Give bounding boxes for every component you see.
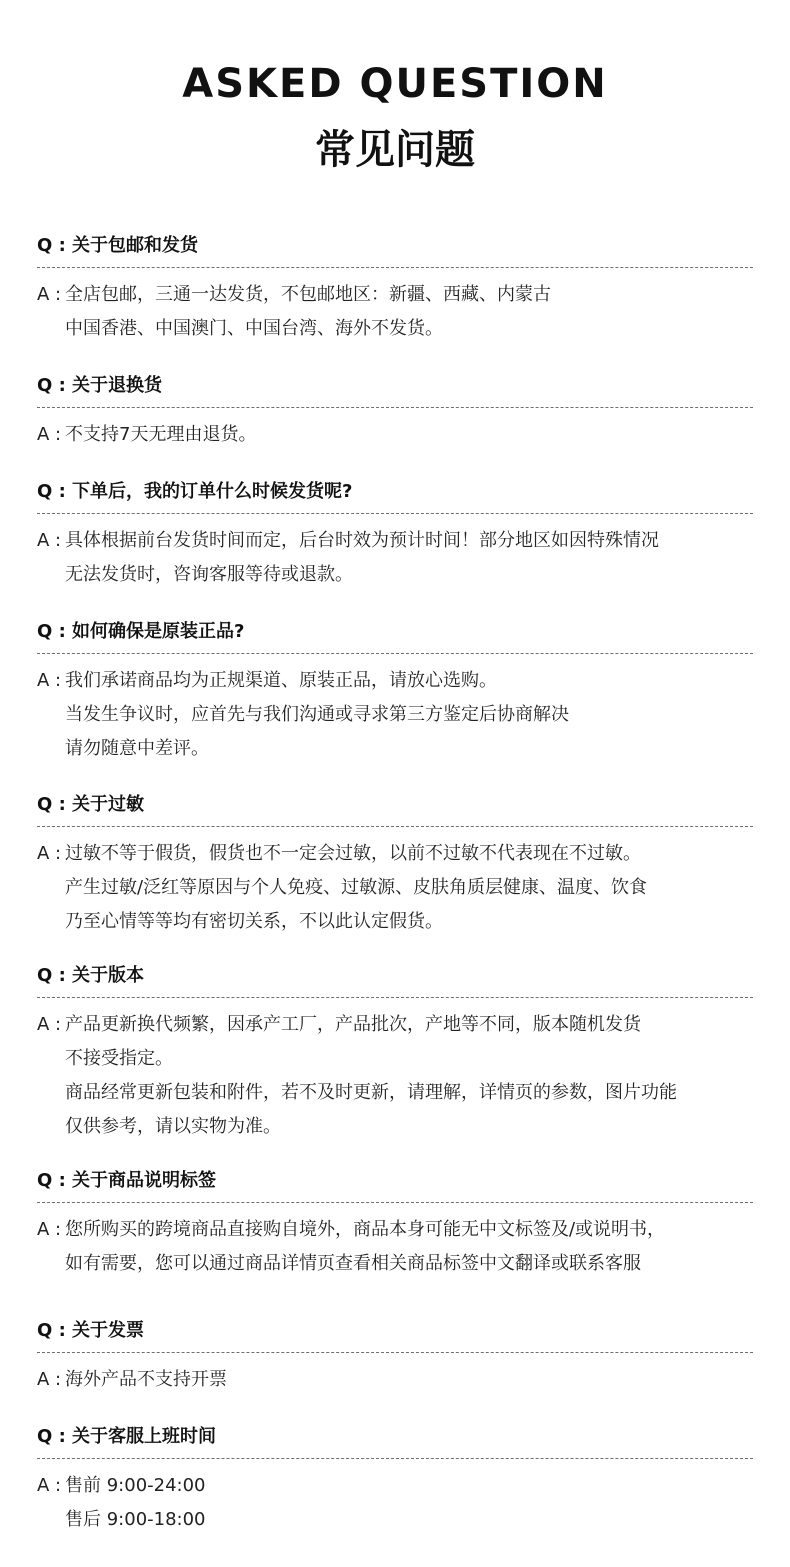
answer-text: 您所购买的跨境商品直接购自境外，商品本身可能无中文标签及/或说明书， (65, 1219, 666, 1240)
faq-item-allergy (37, 792, 753, 939)
faq-item-labels (37, 1168, 753, 1281)
answer-line (37, 1469, 753, 1503)
faq-question: Q : 关于版本 (37, 965, 145, 986)
answer-line (37, 664, 753, 698)
dashed-divider (37, 267, 753, 268)
answer-line: 无法发货时，咨询客服等待或退款。 (65, 564, 353, 585)
faq-item-delivery-time (37, 479, 753, 592)
faq-item-returns (37, 373, 753, 452)
faq-answer (37, 664, 753, 766)
answer-line: 仅供参考，请以实物为准。 (65, 1116, 281, 1137)
answer-text: 过敏不等于假货，假货也不一定会过敏，以前不过敏不代表现在不过敏。 (65, 843, 641, 864)
answer-prefix: A : (37, 843, 62, 864)
answer-text: 全店包邮，三通一达发货，不包邮地区：新疆、西藏、内蒙古 (65, 284, 551, 305)
answer-prefix: A : (37, 670, 62, 691)
faq-item-version (37, 963, 753, 1144)
faq-item-shipping (37, 233, 753, 346)
faq-question: Q : 关于退换货 (37, 375, 163, 396)
answer-prefix: A : (37, 1219, 62, 1240)
answer-prefix: A : (37, 1014, 62, 1035)
faq-answer (37, 1363, 753, 1397)
answer-line (37, 1213, 753, 1247)
answer-prefix: A : (37, 424, 62, 445)
answer-line: 请勿随意中差评。 (65, 738, 209, 759)
answer-text: 我们承诺商品均为正规渠道、原装正品，请放心选购。 (65, 670, 497, 691)
dashed-divider (37, 407, 753, 408)
faq-answer (37, 837, 753, 939)
faq-item-invoice (37, 1318, 753, 1397)
faq-answer (37, 278, 753, 346)
faq-question: Q : 如何确保是原装正品? (37, 621, 245, 642)
faq-question: Q : 下单后，我的订单什么时候发货呢? (37, 481, 353, 502)
faq-item-authenticity (37, 619, 753, 766)
faq-answer (37, 524, 753, 592)
faq-answer (37, 1008, 753, 1144)
answer-prefix: A : (37, 530, 62, 551)
answer-line: 乃至心情等等均有密切关系，不以此认定假货。 (65, 911, 443, 932)
answer-text: 售前 9:00-24:00 (65, 1475, 206, 1496)
answer-line: 中国香港、中国澳门、中国台湾、海外不发货。 (65, 318, 443, 339)
faq-question: Q : 关于包邮和发货 (37, 235, 199, 256)
faq-item-service-hours (37, 1424, 753, 1537)
dashed-divider (37, 1458, 753, 1459)
faq-question: Q : 关于过敏 (37, 794, 145, 815)
answer-prefix: A : (37, 1475, 62, 1496)
faq-question: Q : 关于商品说明标签 (37, 1170, 217, 1191)
answer-line: 不接受指定。 (65, 1048, 173, 1069)
answer-line (37, 1008, 753, 1042)
faq-answer (37, 1213, 753, 1281)
answer-line: 售后 9:00-18:00 (65, 1509, 206, 1530)
page-header (0, 58, 790, 176)
answer-text: 产品更新换代频繁，因承产工厂，产品批次，产地等不同，版本随机发货 (65, 1014, 641, 1035)
page-title-zh: 常见问题 (315, 127, 475, 173)
answer-line: 产生过敏/泛红等原因与个人免疫、过敏源、皮肤角质层健康、温度、饮食 (65, 877, 648, 898)
answer-prefix: A : (37, 1369, 62, 1390)
answer-text: 不支持7天无理由退货。 (65, 424, 257, 445)
answer-line: 当发生争议时，应首先与我们沟通或寻求第三方鉴定后协商解决 (65, 704, 569, 725)
answer-line: 商品经常更新包装和附件，若不及时更新，请理解，详情页的参数，图片功能 (65, 1082, 677, 1103)
answer-text: 海外产品不支持开票 (65, 1369, 227, 1390)
answer-line (37, 278, 753, 312)
answer-text: 具体根据前台发货时间而定，后台时效为预计时间！部分地区如因特殊情况 (65, 530, 659, 551)
dashed-divider (37, 513, 753, 514)
answer-prefix: A : (37, 284, 62, 305)
page-title-en: ASKED QUESTION (182, 61, 608, 107)
faq-question: Q : 关于客服上班时间 (37, 1426, 217, 1447)
answer-line: 如有需要，您可以通过商品详情页查看相关商品标签中文翻译或联系客服 (65, 1253, 641, 1274)
answer-line (37, 418, 753, 452)
dashed-divider (37, 1352, 753, 1353)
faq-answer (37, 1469, 753, 1537)
faq-answer (37, 418, 753, 452)
faq-question: Q : 关于发票 (37, 1320, 145, 1341)
dashed-divider (37, 1202, 753, 1203)
dashed-divider (37, 997, 753, 998)
answer-line (37, 837, 753, 871)
dashed-divider (37, 653, 753, 654)
dashed-divider (37, 826, 753, 827)
answer-line (37, 524, 753, 558)
answer-line (37, 1363, 753, 1397)
